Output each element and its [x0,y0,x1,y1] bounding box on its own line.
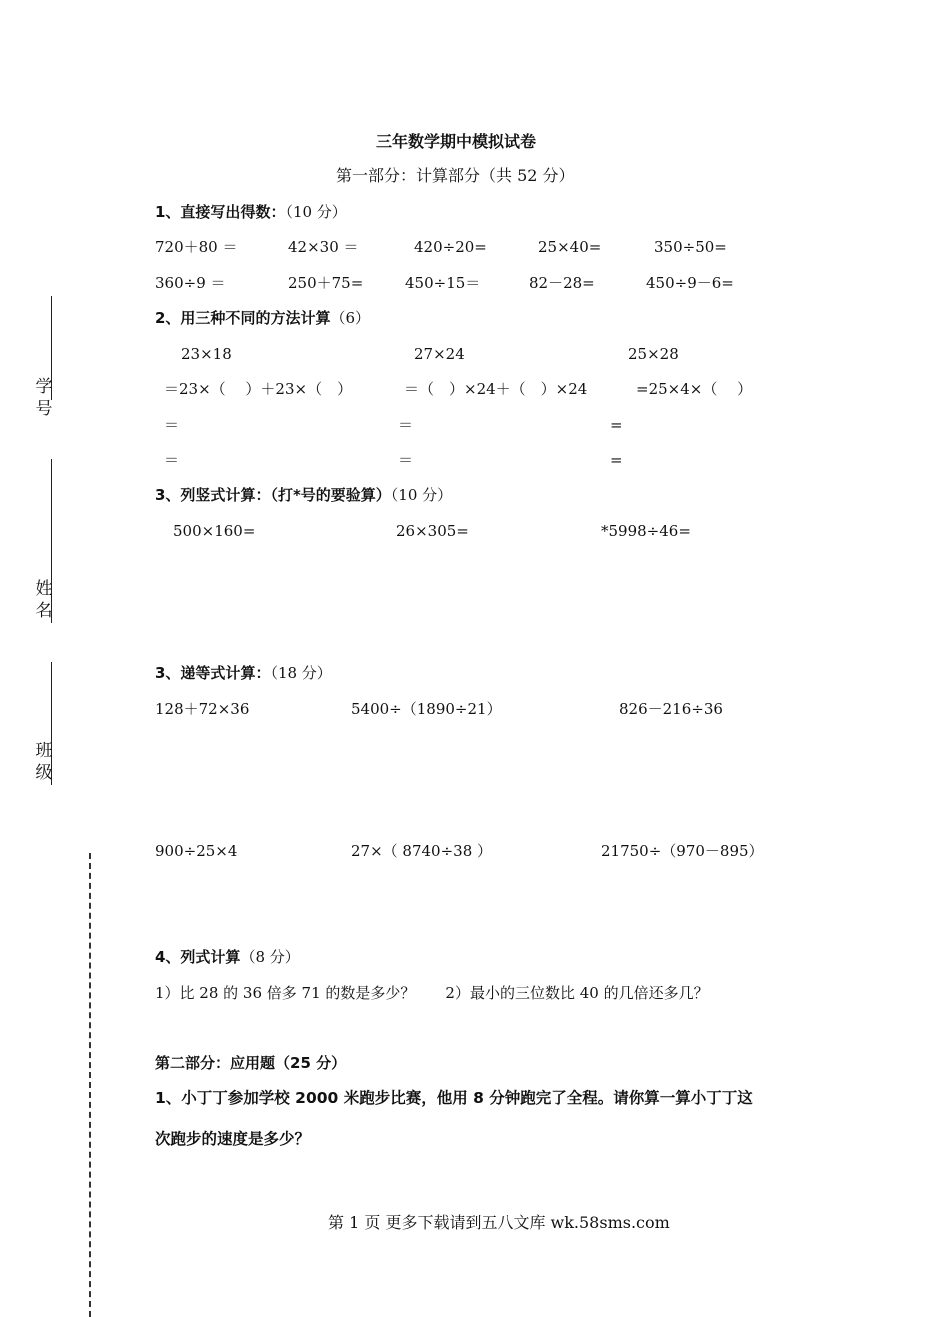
q2-score: （6） [330,309,370,327]
q3b-label: 3、递等式计算： [155,664,271,682]
q3b-item: 21750÷（970－895） [601,842,764,860]
q2-step: ＝ [164,416,180,434]
q3b-item: 27×（ 8740÷38 ） [351,842,493,860]
q2-step: =25×4×（ ） [636,380,753,398]
student-no-label: 学号 [35,377,53,419]
q1-item: 360÷9 ＝ [155,274,226,292]
q4-heading [155,947,300,967]
q3a-heading [155,485,452,505]
q1-item: 450÷15＝ [405,274,481,292]
q1-item: 450÷9－6= [646,274,734,292]
q1-label: 1、直接写出得数： [155,203,286,221]
page-footer: 第 1 页 更多下载请到五八文库 wk.58sms.com [328,1213,670,1232]
q1-item: 25×40= [538,238,602,256]
q3b-heading [155,663,332,683]
q2-step: ＝ [398,451,414,469]
q3b-item: 826－216÷36 [619,700,723,718]
name-label: 姓名 [35,579,53,621]
q1-score: （10 分） [285,203,347,221]
q3a-item: *5998÷46= [601,522,691,540]
q1-item: 250＋75= [288,274,364,292]
q2-heading [155,308,370,328]
q1-item: 350÷50= [654,238,727,256]
q3a-item: 26×305= [396,522,469,540]
q1-item: 420÷20= [414,238,487,256]
q2-label: 2、用三种不同的方法计算 [155,309,331,327]
q2-step: = [610,451,623,469]
q1-item: 82－28= [529,274,595,292]
part2-q1-line2: 次跑步的速度是多少？ [155,1130,311,1148]
q1-heading [155,202,347,222]
q4-score: （8 分） [240,948,300,966]
q2-expr: 25×28 [628,345,679,363]
q3b-score: （18 分） [270,664,332,682]
q4-line: 1）比 28 的 36 倍多 71 的数是多少？ 2）最小的三位数比 40 的几倍还多几？ [155,984,709,1002]
cut-line [89,853,91,1317]
q1-item: 42×30 ＝ [288,238,359,256]
q2-step: ＝ [398,416,414,434]
q2-expr: 23×18 [181,345,232,363]
q3b-item: 5400÷（1890÷21） [351,700,502,718]
q3b-item: 900÷25×4 [155,842,238,860]
q2-step: = [610,416,623,434]
q2-step: ＝ [164,451,180,469]
q2-step: ＝23×（ ）＋23×（ ） [164,380,353,398]
q1-item: 720＋80 ＝ [155,238,238,256]
q2-expr: 27×24 [414,345,465,363]
q3b-item: 128＋72×36 [155,700,250,718]
q4-label: 4、列式计算 [155,948,241,966]
class-label: 班级 [35,741,53,783]
part2-q1-line1: 1、小丁丁参加学校 2000 米跑步比赛，他用 8 分钟跑完了全程。请你算一算小丁丁这 [155,1089,753,1107]
q3a-label: 3、列竖式计算：（打*号的要验算） [155,486,391,504]
q3a-score: （10 分） [390,486,453,504]
page-title: 三年数学期中模拟试卷 [376,132,537,151]
part2-heading: 第二部分：应用题（25 分） [155,1054,347,1072]
q3a-item: 500×160= [173,522,256,540]
part1-heading: 第一部分：计算部分（共 52 分） [336,166,575,185]
q2-step: ＝（ ）×24＋（ ）×24 [404,380,588,398]
